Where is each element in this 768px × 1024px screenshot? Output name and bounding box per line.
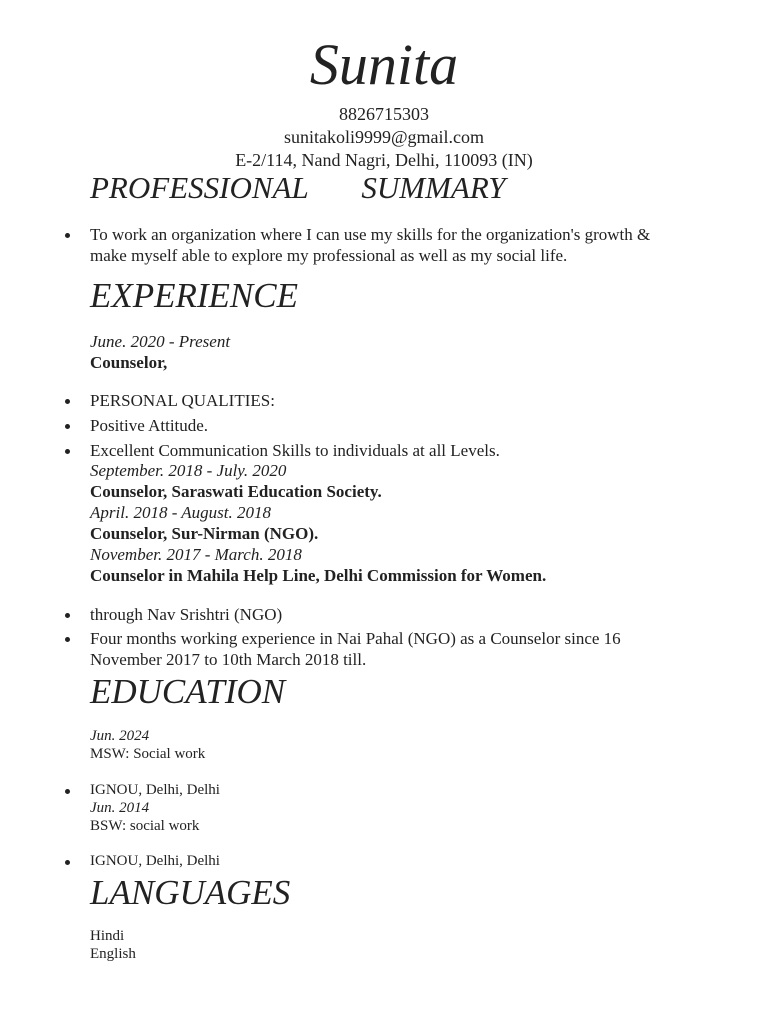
education-heading: EDUCATION	[90, 672, 286, 711]
bullet-icon	[65, 233, 70, 238]
language-item: English	[90, 946, 136, 962]
education-school: IGNOU, Delhi, Delhi	[90, 782, 220, 798]
quality-item: Excellent Communication Skills to individuals at all Levels.	[90, 441, 500, 460]
bullet-icon	[65, 637, 70, 642]
email-address: sunitakoli9999@gmail.com	[283, 127, 485, 147]
education-school: IGNOU, Delhi, Delhi	[90, 853, 220, 869]
job-title: Counselor,	[90, 353, 168, 372]
quality-item: Positive Attitude.	[90, 416, 209, 435]
bullet-icon	[65, 860, 70, 865]
experience-note: Four months working experience in Nai Pahal (NGO) as a Counselor since 16 November 2017 to 10th March 2018 till.	[90, 629, 621, 669]
bullet-icon	[65, 789, 70, 794]
summary-heading: PROFESSIONAL SUMMARY	[90, 170, 506, 205]
job-dates: June. 2020 - Present	[90, 332, 231, 351]
language-item: Hindi	[90, 928, 125, 944]
education-degree: MSW: Social work	[90, 746, 206, 762]
bullet-icon	[65, 424, 70, 429]
postal-address: E-2/114, Nand Nagri, Delhi, 110093 (IN)	[235, 150, 533, 170]
education-date: Jun. 2024	[90, 728, 150, 744]
education-degree: BSW: social work	[90, 818, 200, 834]
job-dates: September. 2018 - July. 2020	[90, 461, 287, 480]
summary-text: To work an organization where I can use my skills for the organization's growth & make myself able to explore my professional as well as my social life.	[90, 225, 651, 265]
bullet-icon	[65, 449, 70, 454]
job-title: Counselor in Mahila Help Line, Delhi Commission for Women.	[90, 566, 547, 585]
bullet-icon	[65, 613, 70, 618]
experience-heading: EXPERIENCE	[90, 276, 299, 315]
languages-heading: LANGUAGES	[90, 873, 291, 912]
experience-note: through Nav Srishtri (NGO)	[90, 605, 283, 624]
quality-item: PERSONAL QUALITIES:	[90, 391, 275, 410]
education-date: Jun. 2014	[90, 800, 150, 816]
job-title: Counselor, Sur-Nirman (NGO).	[90, 524, 319, 543]
job-title: Counselor, Saraswati Education Society.	[90, 482, 382, 501]
bullet-icon	[65, 399, 70, 404]
job-dates: November. 2017 - March. 2018	[90, 545, 302, 564]
job-dates: April. 2018 - August. 2018	[90, 503, 272, 522]
phone-number: 8826715303	[339, 104, 429, 124]
candidate-name: Sunita	[309, 32, 459, 97]
